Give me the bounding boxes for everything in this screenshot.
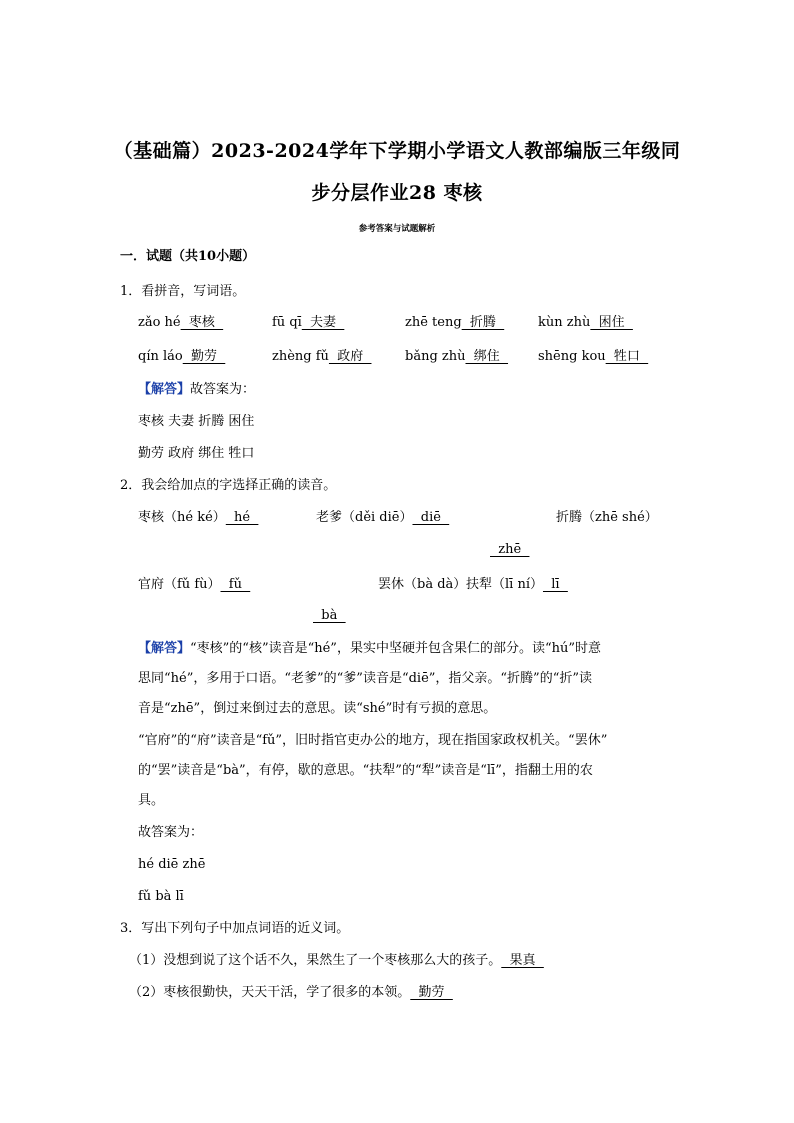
- section-heading: 一．试题（共10小题）: [120, 249, 256, 264]
- q2-item-6: 扶犁（lī ní） lī: [466, 577, 568, 592]
- q2-item-3: 折腾（zhē shé）: [556, 510, 658, 525]
- q2-item-2: 老爹（děi diē） diē: [316, 510, 450, 525]
- q2-analysis-1b: 思同“hé”，多用于口语。“老爹”的“爹”读音是“diē”，指父亲。“折腾”的“折”读: [138, 671, 592, 686]
- q2-analysis-1c: 音是“zhē”，倒过来倒过去的意思。读“shé”时有亏损的意思。: [138, 701, 497, 716]
- q2-answer-2: diē: [412, 510, 450, 525]
- q1-answer-2: 夫妻: [301, 315, 345, 330]
- q1-item-6: zhèng fǔ 政府: [272, 349, 372, 364]
- q2-answer-line-2: fǔ bà lī: [138, 889, 184, 904]
- q1-stem: 1．看拼音，写词语。: [120, 284, 246, 299]
- q1-answer-5: 勤劳: [182, 349, 226, 364]
- q1-solution-intro: 【解答】故答案为：: [138, 382, 256, 397]
- q2-item-5: 罢休（bà dà）: [378, 577, 467, 592]
- q1-answer-line-1: 枣核 夫妻 折腾 困住: [138, 414, 255, 429]
- q3-answer-2: 勤劳: [410, 985, 453, 1000]
- title-line-1: （基础篇）2023-2024学年下学期小学语文人教部编版三年级同: [113, 140, 681, 162]
- q2-item-1: 枣核（hé ké） hé: [138, 510, 259, 525]
- q1-item-1: zǎo hé 枣核: [138, 315, 224, 330]
- q1-answer-4: 困住: [590, 315, 633, 330]
- q2-answer-5: bà: [313, 608, 346, 623]
- q2-item-4: 官府（fǔ fù） fǔ: [138, 577, 251, 592]
- q1-item-7: bǎng zhù 绑住: [405, 349, 509, 364]
- q1-answer-line-2: 勤劳 政府 绑住 牲口: [138, 446, 255, 461]
- q1-item-8: shēng kou 牲口: [538, 349, 649, 364]
- q2-analysis-2c: 具。: [138, 793, 165, 808]
- q3-stem: 3．写出下列句子中加点词语的近义词。: [120, 921, 350, 936]
- q2-answer-line-1: hé diē zhē: [138, 857, 206, 872]
- q3-sentence-2: （2）枣核很勤快，天天干活，学了很多的本领。 勤劳: [129, 985, 453, 1000]
- q2-answer-1: hé: [225, 510, 259, 525]
- q1-item-4: kùn zhù 困住: [538, 315, 633, 330]
- q1-answer-6: 政府: [328, 349, 372, 364]
- q1-item-5: qín láo 勤劳: [138, 349, 226, 364]
- q2-analysis-1a: 【解答】“枣核”的“核”读音是“hé”，果实中坚硬并包含果仁的部分。读“hú”时意: [138, 641, 601, 656]
- title-line-2: 步分层作业28 枣核: [311, 182, 483, 204]
- solution-tag: 【解答】: [138, 382, 191, 397]
- q3-sentence-1: （1）没想到说了这个话不久，果然生了一个枣核那么大的孩子。 果真: [129, 953, 544, 968]
- subtitle: 参考答案与试题解析: [358, 224, 436, 234]
- solution-tag: 【解答】: [138, 641, 191, 656]
- q2-answer-4: fǔ: [220, 577, 251, 592]
- q1-item-3: zhē teng 折腾: [405, 315, 505, 330]
- q2-answer-3: zhē: [490, 542, 530, 557]
- q2-answer-6: lī: [542, 577, 568, 592]
- q1-answer-3: 折腾: [461, 315, 505, 330]
- q2-stem: 2．我会给加点的字选择正确的读音。: [120, 478, 337, 493]
- q3-answer-1: 果真: [501, 953, 544, 968]
- q2-answer-intro: 故答案为：: [138, 825, 204, 840]
- q1-item-2: fū qī 夫妻: [272, 315, 345, 330]
- q1-answer-1: 枣核: [180, 315, 224, 330]
- q2-analysis-2b: 的“罢”读音是“bà”，有停，歇的意思。“扶犁”的“犁”读音是“lī”，指翻土用的农: [138, 763, 593, 778]
- q1-answer-8: 牲口: [605, 349, 649, 364]
- q1-answer-7: 绑住: [465, 349, 509, 364]
- q2-analysis-2a: “官府”的“府”读音是“fǔ”，旧时指官吏办公的地方，现在指国家政权机关。“罢休”: [138, 733, 608, 748]
